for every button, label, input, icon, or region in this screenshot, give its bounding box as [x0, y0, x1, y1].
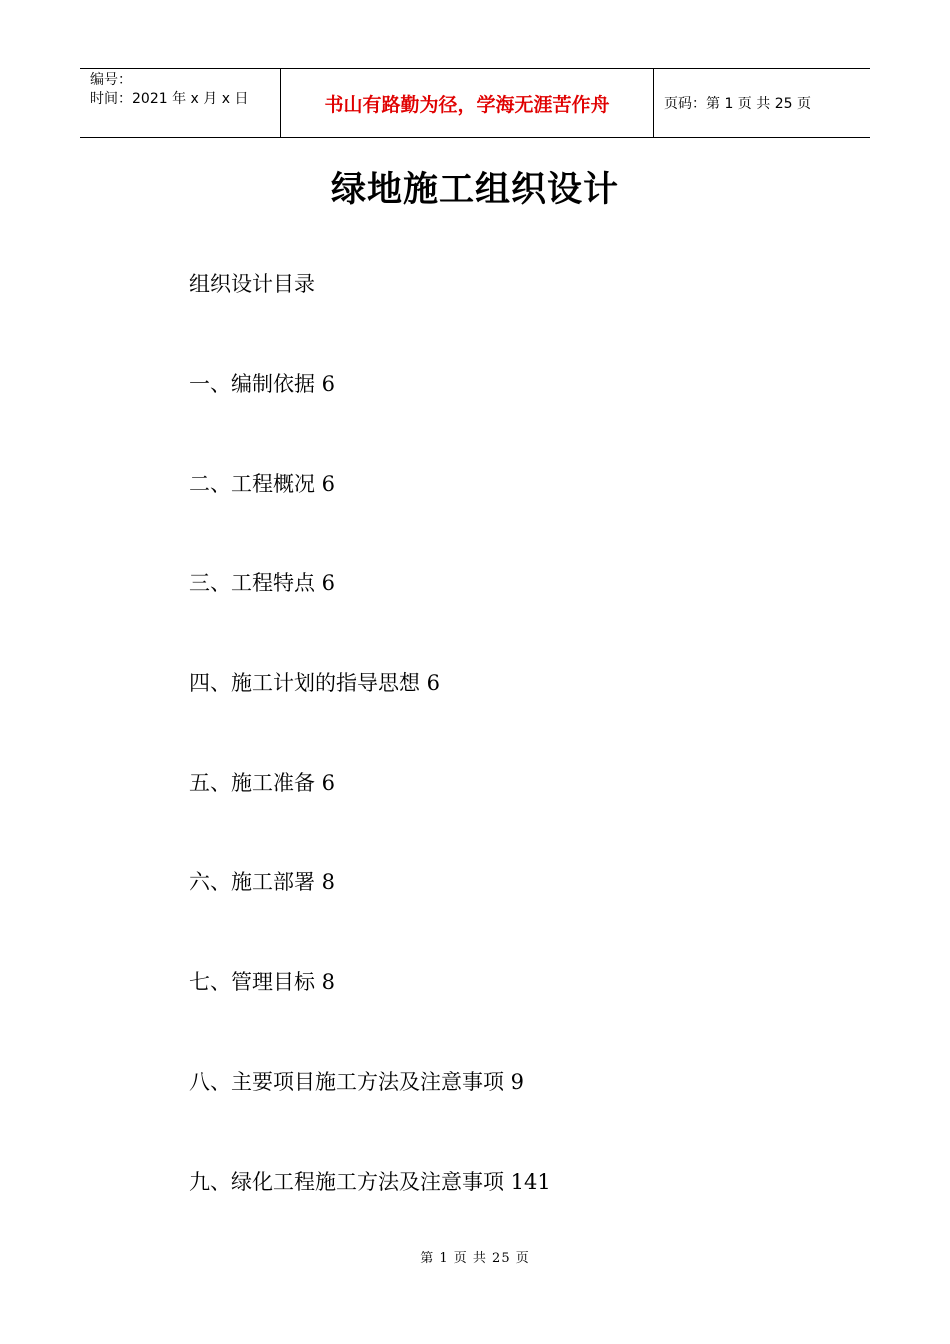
toc-item[interactable]: 八、主要项目施工方法及注意事项 9 — [189, 1069, 525, 1094]
toc-item[interactable]: 五、施工准备 6 — [189, 770, 336, 795]
time-label: 时间：2021 年 x 月 x 日 — [90, 91, 249, 107]
toc-item[interactable]: 九、绿化工程施工方法及注意事项 141 — [189, 1169, 551, 1194]
number-label: 编号： — [90, 72, 132, 88]
toc-item[interactable]: 四、施工计划的指导思想 6 — [189, 671, 441, 696]
toc-heading: 组织设计目录 — [189, 272, 315, 296]
toc-item[interactable]: 二、工程概况 6 — [189, 471, 336, 496]
toc-item[interactable]: 一、编制依据 6 — [189, 372, 336, 396]
header-motto-cell — [281, 69, 654, 137]
toc-list — [189, 366, 551, 1263]
table-of-contents — [189, 266, 551, 1263]
motto-text: 书山有路勤为径，学海无涯苦作舟 — [324, 93, 610, 116]
toc-item[interactable]: 七、管理目标 8 — [189, 970, 336, 995]
toc-item[interactable]: 三、工程特点 6 — [189, 571, 336, 596]
toc-item[interactable]: 六、施工部署 8 — [189, 870, 336, 895]
header-meta-cell — [80, 69, 281, 137]
page-info: 页码：第 1 页 共 25 页 — [664, 96, 811, 112]
header-page-cell — [654, 69, 870, 137]
document-title: 绿地施工组织设计 — [330, 170, 619, 210]
page-header — [80, 68, 870, 138]
page-footer: 第 1 页 共 25 页 — [420, 1251, 530, 1266]
